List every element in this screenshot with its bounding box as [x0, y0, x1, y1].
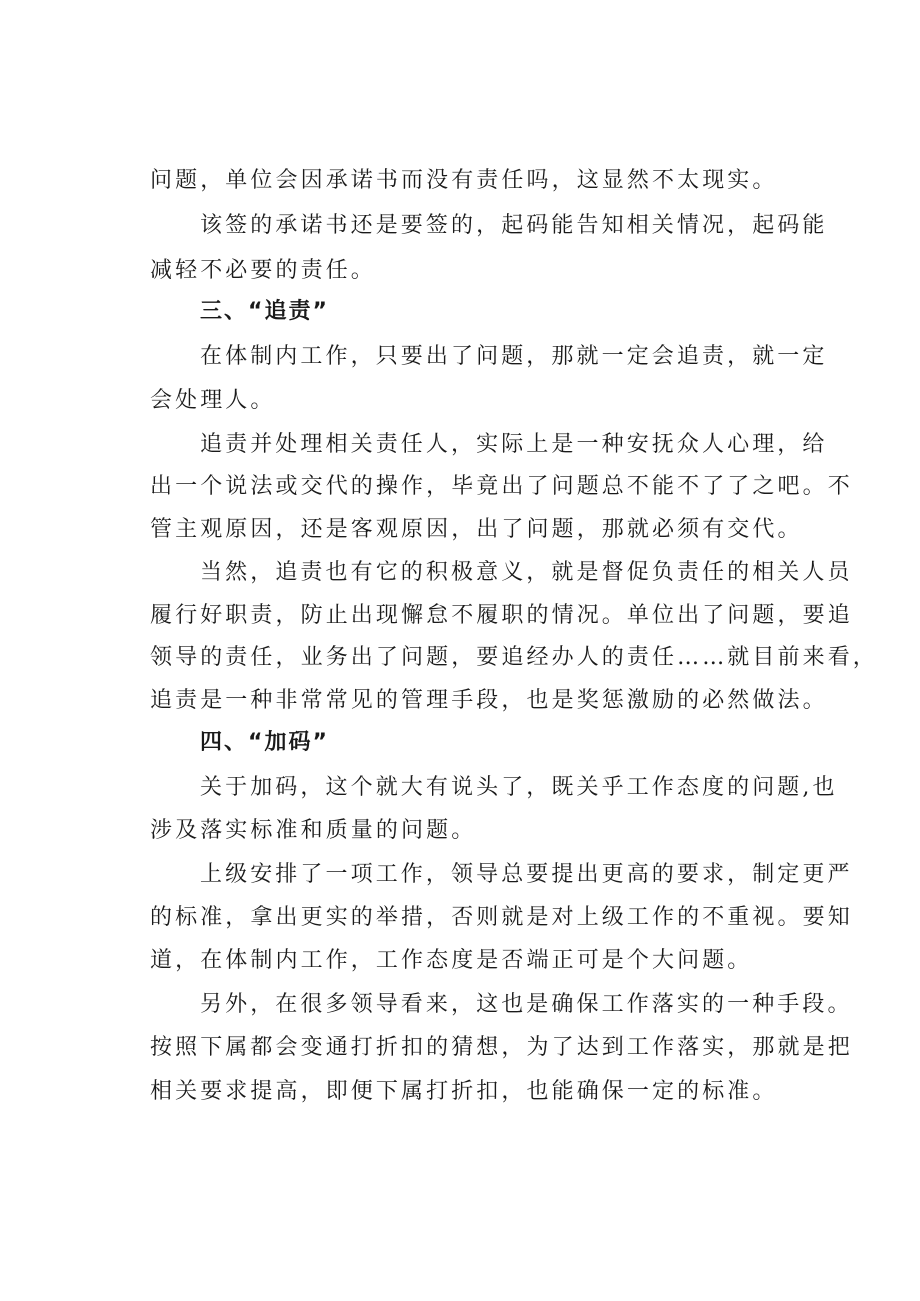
body-line: 相关要求提高，即便下属打折扣，也能确保一定的标准。 — [150, 1079, 778, 1104]
section-heading-4: 四、“加码” — [200, 730, 329, 755]
body-line: 问题，单位会因承诺书而没有责任吗，这显然不太现实。 — [150, 168, 778, 193]
body-line: 减轻不必要的责任。 — [150, 258, 376, 283]
body-line: 该签的承诺书还是要签的，起码能告知相关情况，起码能 — [200, 213, 828, 238]
body-line: 出一个说法或交代的操作，毕竟出了问题总不能不了了之吧。不 — [150, 474, 853, 499]
body-line: 会处理人。 — [150, 388, 276, 413]
body-line: 涉及落实标准和质量的问题。 — [150, 818, 477, 843]
body-line: 按照下属都会变通打折扣的猜想，为了达到工作落实，那就是把 — [150, 1035, 853, 1060]
body-line: 追责并处理相关责任人，实际上是一种安抚众人心理，给 — [200, 432, 828, 457]
body-line: 在体制内工作，只要出了问题，那就一定会追责，就一定 — [200, 344, 828, 369]
body-line: 领导的责任，业务出了问题，要追经办人的责任……就目前来看， — [150, 645, 878, 670]
body-line: 履行好职责，防止出现懈怠不履职的情况。单位出了问题，要追 — [150, 603, 853, 628]
body-line: 道，在体制内工作，工作态度是否端正可是个大问题。 — [150, 948, 753, 973]
body-line: 当然，追责也有它的积极意义，就是督促负责任的相关人员 — [200, 560, 853, 585]
body-line: 追责是一种非常常见的管理手段，也是奖惩激励的必然做法。 — [150, 688, 828, 713]
body-line: 上级安排了一项工作，领导总要提出更高的要求，制定更严 — [200, 862, 853, 887]
body-line: 关于加码，这个就大有说头了，既关乎工作态度的问题,也 — [200, 775, 838, 800]
section-heading-3: 三、“追责” — [200, 299, 329, 324]
body-line: 管主观原因，还是客观原因，出了问题，那就必须有交代。 — [150, 517, 803, 542]
body-line: 另外，在很多领导看来，这也是确保工作落实的一种手段。 — [200, 992, 853, 1017]
body-line: 的标准，拿出更实的举措，否则就是对上级工作的不重视。要知 — [150, 905, 853, 930]
